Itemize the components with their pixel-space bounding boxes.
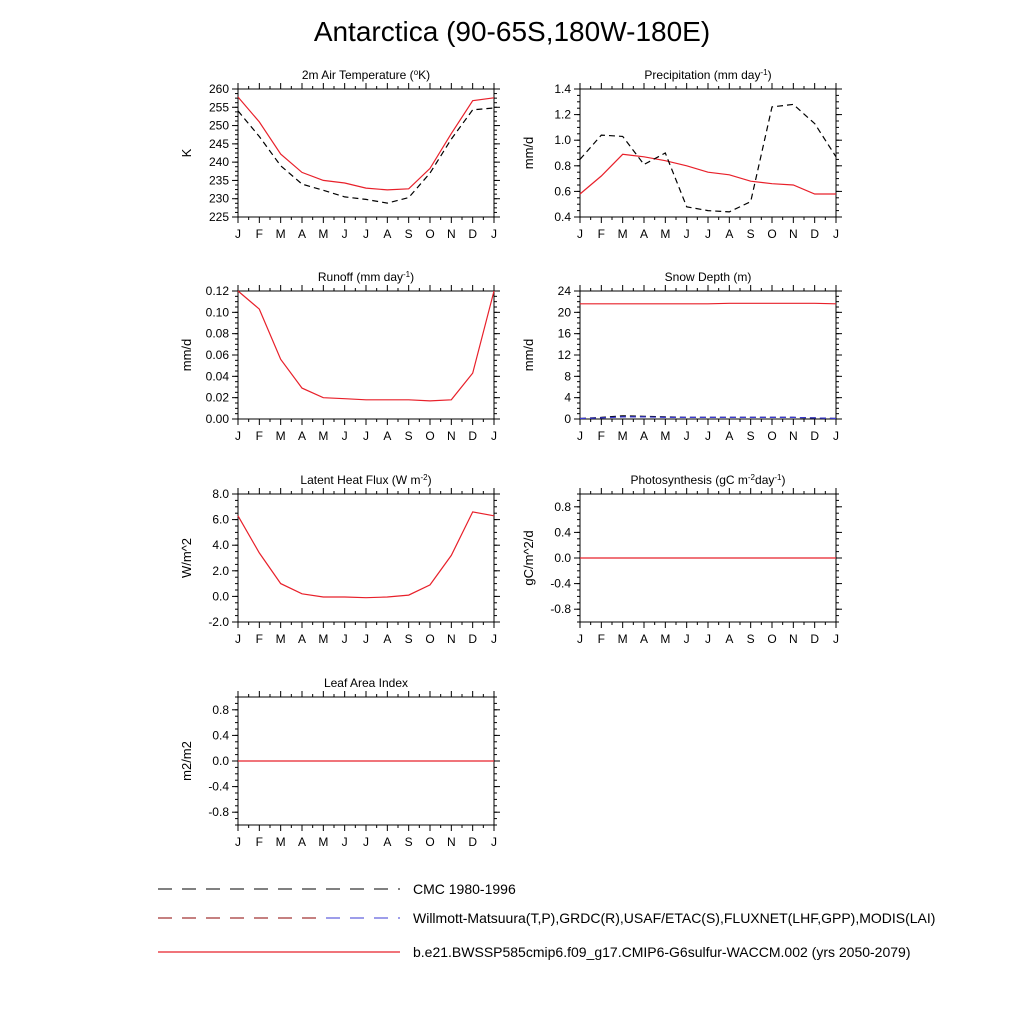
- x-tick-label: M: [318, 429, 329, 443]
- series-line-3: [580, 417, 836, 419]
- x-tick-label: O: [425, 429, 435, 443]
- panel-title: Photosynthesis (gC $m^{-2}day^{-1}$): [630, 472, 786, 487]
- x-tick-label: M: [660, 632, 671, 646]
- y-tick-label: 0.8: [554, 158, 571, 173]
- x-tick-label: J: [683, 227, 690, 241]
- x-tick-label: F: [597, 632, 606, 646]
- y-tick-label: 0.08: [205, 326, 229, 341]
- y-tick-label: 225: [208, 210, 229, 224]
- y-tick-label: 4.0: [212, 538, 229, 553]
- x-tick-label: J: [363, 429, 369, 443]
- x-tick-label: A: [725, 227, 734, 241]
- legend-label-1: CMC 1980-1996: [413, 881, 516, 897]
- y-tick-label: -0.8: [208, 805, 229, 820]
- panel-6: [521, 473, 842, 647]
- x-tick-label: A: [297, 632, 307, 646]
- panel-title: Leaf Area Index: [323, 676, 409, 690]
- x-tick-label: N: [446, 429, 456, 443]
- x-tick-label: J: [705, 227, 711, 241]
- x-tick-label: J: [235, 632, 241, 646]
- x-tick-label: M: [617, 227, 628, 241]
- y-tick-label: -0.8: [550, 602, 571, 617]
- y-tick-label: 0.8: [554, 499, 571, 514]
- y-tick-label: 250: [208, 118, 229, 133]
- x-tick-label: M: [617, 429, 628, 443]
- y-tick-label: 0.4: [554, 210, 571, 224]
- x-tick-label: F: [255, 835, 264, 849]
- x-tick-label: D: [468, 835, 478, 849]
- x-tick-label: J: [833, 429, 839, 443]
- x-tick-label: J: [235, 835, 241, 849]
- y-axis-label: W/m^2: [179, 537, 194, 579]
- series-line-1: [238, 97, 494, 190]
- y-axis-label: mm/d: [179, 338, 194, 372]
- x-tick-label: F: [255, 429, 264, 443]
- x-tick-label: N: [446, 632, 456, 646]
- x-tick-label: O: [767, 632, 777, 646]
- y-tick-label: 2.0: [212, 563, 229, 578]
- x-tick-label: J: [235, 429, 241, 443]
- panel-title: Precipitation (mm day$^{-1}$): [644, 67, 772, 82]
- x-tick-label: F: [597, 429, 606, 443]
- y-tick-label: 0.8: [212, 702, 229, 717]
- x-tick-label: S: [746, 227, 755, 241]
- x-tick-label: M: [275, 429, 286, 443]
- x-tick-label: A: [725, 632, 734, 646]
- series-line-1: [238, 291, 494, 401]
- x-tick-label: A: [639, 429, 649, 443]
- y-tick-label: 8.0: [212, 487, 229, 501]
- x-tick-label: M: [275, 632, 286, 646]
- x-tick-label: J: [833, 227, 839, 241]
- x-tick-label: A: [297, 227, 307, 241]
- y-tick-label: 0.00: [205, 412, 229, 426]
- x-tick-label: M: [318, 632, 329, 646]
- y-tick-label: 0.6: [554, 184, 571, 199]
- x-tick-label: M: [660, 429, 671, 443]
- y-tick-label: -2.0: [208, 615, 229, 629]
- x-tick-label: O: [767, 227, 777, 241]
- x-tick-label: F: [255, 632, 264, 646]
- y-tick-label: 0.4: [554, 525, 571, 540]
- legend-label-3: b.e21.BWSSP585cmip6.f09_g17.CMIP6-G6sulfur-WACCM.002 (yrs 2050-2079): [413, 944, 911, 960]
- x-tick-label: N: [788, 227, 798, 241]
- series-line-1: [580, 303, 836, 304]
- x-tick-label: A: [725, 429, 734, 443]
- panel-4: [521, 270, 842, 443]
- series-line-1: [238, 512, 494, 598]
- y-tick-label: 0.06: [205, 348, 229, 362]
- x-tick-label: M: [275, 227, 286, 241]
- series-line-1: [580, 154, 836, 194]
- y-tick-label: -0.4: [208, 779, 229, 794]
- x-tick-label: D: [468, 632, 478, 646]
- y-axis-label: gC/m^2/d: [521, 530, 536, 586]
- x-tick-label: J: [341, 227, 348, 241]
- y-tick-label: 260: [208, 82, 229, 96]
- x-tick-label: M: [318, 227, 329, 241]
- plot-frame: [238, 89, 494, 217]
- y-tick-label: 1.4: [554, 82, 571, 96]
- y-tick-label: 0.12: [205, 284, 229, 298]
- x-tick-label: F: [255, 227, 264, 241]
- x-tick-label: J: [683, 429, 690, 443]
- x-tick-label: J: [235, 227, 241, 241]
- x-tick-label: D: [810, 227, 820, 241]
- x-tick-label: D: [468, 429, 478, 443]
- x-tick-label: D: [810, 429, 820, 443]
- x-tick-label: J: [491, 227, 497, 241]
- y-tick-label: 0.0: [554, 551, 571, 565]
- x-tick-label: S: [746, 429, 755, 443]
- panel-7: [179, 676, 500, 849]
- y-axis-label: m2/m2: [179, 741, 194, 781]
- y-tick-label: 6.0: [212, 512, 229, 527]
- x-tick-label: J: [491, 632, 497, 646]
- x-tick-label: S: [404, 632, 413, 646]
- x-tick-label: A: [383, 632, 392, 646]
- panel-2: [521, 68, 842, 242]
- x-tick-label: F: [597, 227, 606, 241]
- x-tick-label: J: [363, 835, 369, 849]
- panel-title: Runoff (mm day$^{-1}$): [317, 269, 415, 284]
- x-tick-label: A: [639, 227, 649, 241]
- series-line-2: [238, 108, 494, 203]
- x-tick-label: J: [491, 835, 497, 849]
- x-tick-label: A: [297, 429, 307, 443]
- panel-1: [179, 68, 500, 242]
- x-tick-label: S: [746, 632, 755, 646]
- plot-frame: [238, 494, 494, 622]
- y-tick-label: 235: [208, 173, 229, 188]
- x-tick-label: J: [705, 632, 711, 646]
- x-tick-label: A: [383, 227, 392, 241]
- y-tick-label: 4: [564, 390, 571, 405]
- y-tick-label: 240: [208, 155, 229, 170]
- x-tick-label: A: [383, 429, 392, 443]
- x-tick-label: D: [810, 632, 820, 646]
- y-tick-label: 16: [557, 326, 571, 341]
- x-tick-label: S: [404, 227, 413, 241]
- x-tick-label: O: [425, 632, 435, 646]
- x-tick-label: J: [341, 835, 348, 849]
- series-line-2: [580, 416, 836, 419]
- panel-3: [179, 270, 500, 444]
- x-tick-label: S: [404, 429, 413, 443]
- x-tick-label: S: [404, 835, 413, 849]
- y-tick-label: 1.0: [554, 133, 571, 148]
- plot-frame: [580, 291, 836, 419]
- x-tick-label: J: [577, 632, 583, 646]
- y-axis-label: K: [179, 148, 194, 158]
- x-tick-label: J: [341, 632, 348, 646]
- y-tick-label: 20: [557, 305, 571, 320]
- y-tick-label: 255: [208, 100, 229, 115]
- x-tick-label: J: [683, 632, 690, 646]
- panel-title: 2m Air Temperature ($^o$K): [301, 67, 431, 82]
- x-tick-label: J: [363, 227, 369, 241]
- x-tick-label: A: [297, 835, 307, 849]
- y-tick-label: 1.2: [554, 107, 571, 122]
- y-tick-label: 8: [564, 369, 571, 384]
- x-tick-label: N: [788, 632, 798, 646]
- y-tick-label: 0.0: [212, 754, 229, 768]
- y-tick-label: -0.4: [550, 576, 571, 591]
- x-tick-label: J: [491, 429, 497, 443]
- panel-title: Snow Depth (m): [664, 270, 752, 284]
- x-tick-label: J: [705, 429, 711, 443]
- y-tick-label: 24: [557, 284, 571, 298]
- y-tick-label: 0.04: [205, 369, 229, 384]
- y-tick-label: 0.10: [205, 305, 229, 320]
- y-tick-label: 245: [208, 136, 229, 151]
- x-tick-label: A: [639, 632, 649, 646]
- figure-title: Antarctica (90-65S,180W-180E): [313, 16, 711, 47]
- x-tick-label: O: [767, 429, 777, 443]
- legend: [158, 881, 935, 960]
- x-tick-label: N: [446, 227, 456, 241]
- x-tick-label: J: [833, 632, 839, 646]
- x-tick-label: D: [468, 227, 478, 241]
- y-tick-label: 12: [557, 348, 571, 362]
- x-tick-label: N: [788, 429, 798, 443]
- x-tick-label: N: [446, 835, 456, 849]
- x-tick-label: M: [275, 835, 286, 849]
- legend-label-2: Willmott-Matsuura(T,P),GRDC(R),USAF/ETAC(S),FLUXNET(LHF,GPP),MODIS(LAI): [413, 910, 936, 926]
- y-tick-label: 0.0: [212, 589, 229, 604]
- x-tick-label: M: [617, 632, 628, 646]
- x-tick-label: J: [577, 429, 583, 443]
- x-tick-label: M: [318, 835, 329, 849]
- x-tick-label: O: [425, 835, 435, 849]
- panel-5: [179, 473, 500, 647]
- x-tick-label: A: [383, 835, 392, 849]
- y-tick-label: 0: [564, 412, 571, 426]
- y-tick-label: 230: [208, 191, 229, 206]
- y-axis-label: mm/d: [521, 338, 536, 372]
- y-axis-label: mm/d: [521, 136, 536, 170]
- panel-title: Latent Heat Flux (W $m^{-2}$): [300, 472, 432, 487]
- y-tick-label: 0.02: [205, 390, 229, 405]
- x-tick-label: J: [577, 227, 583, 241]
- x-tick-label: J: [341, 429, 348, 443]
- x-tick-label: J: [363, 632, 369, 646]
- y-tick-label: 0.4: [212, 728, 229, 743]
- x-tick-label: M: [660, 227, 671, 241]
- x-tick-label: O: [425, 227, 435, 241]
